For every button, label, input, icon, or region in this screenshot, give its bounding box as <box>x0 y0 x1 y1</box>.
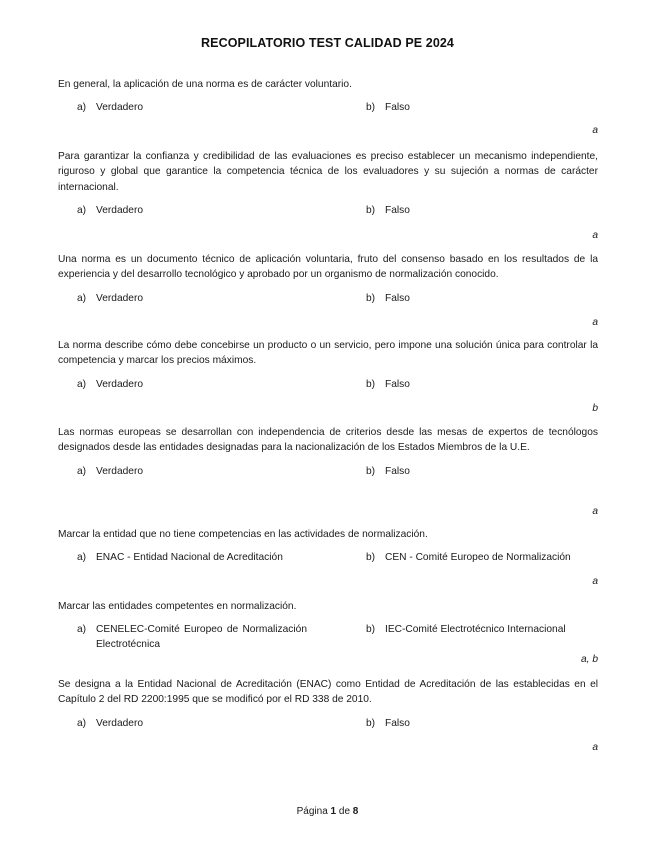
options <box>58 203 598 218</box>
option-letter: b) <box>366 465 376 477</box>
question-text: En general, la aplicación de una norma es de carácter voluntario. <box>58 79 352 90</box>
option-a <box>77 716 307 731</box>
option-b <box>366 464 598 479</box>
option-letter: a) <box>77 717 87 729</box>
option-text: CEN - Comité Europeo de Normalización <box>385 552 571 564</box>
question-1 <box>58 77 598 136</box>
option-a <box>77 377 307 392</box>
option-b <box>366 622 598 637</box>
option-letter: b) <box>366 205 376 217</box>
question-7 <box>58 599 598 665</box>
question-text: Para garantizar la confianza y credibilidad de las evaluaciones es preciso establecer un mecanismo independiente, riguroso y global que garantice la competencia técnica de los evaluadores y su sujeción a normas de carácter internacional. <box>58 151 598 193</box>
option-letter: b) <box>366 717 376 729</box>
question-3 <box>58 252 598 328</box>
question-text: La norma describe cómo debe concebirse un producto o un servicio, pero impone una solución única para controlar la competencia y marcar los precios máximos. <box>58 340 598 367</box>
option-letter: a) <box>77 378 87 390</box>
option-text: Falso <box>385 378 410 390</box>
option-text: Verdadero <box>96 292 144 304</box>
options <box>58 550 598 565</box>
options <box>58 464 598 479</box>
page-label: Página <box>296 806 328 817</box>
option-text: Verdadero <box>96 717 144 729</box>
answer-key: b <box>592 403 598 414</box>
option-letter: b) <box>366 102 376 114</box>
option-letter: a) <box>77 465 87 477</box>
document-title: RECOPILATORIO TEST CALIDAD PE 2024 <box>201 36 454 50</box>
question-text: Una norma es un documento técnico de aplicación voluntaria, fruto del consenso basado en los resultados de la experiencia y del desarrollo tecnológico y aprobado por un organismo de normalización conocido. <box>58 254 598 281</box>
answer-key: a <box>592 317 598 328</box>
question-6 <box>58 527 598 587</box>
option-b <box>366 550 598 565</box>
option-text: CENELEC-Comité Europeo de Normalización Electrotécnica <box>96 624 307 651</box>
question-text: Las normas europeas se desarrollan con independencia de criterios desde las mesas de expertos de tecnólogos designados desde las entidades designadas para la nacionalización de los Estados Miembros de la U.E. <box>58 427 598 454</box>
question-4 <box>58 338 598 414</box>
option-text: Falso <box>385 292 410 304</box>
answer-key: a <box>592 506 598 517</box>
option-a <box>77 100 307 115</box>
page-footer <box>0 806 655 817</box>
option-b <box>366 100 598 115</box>
question-5 <box>58 425 598 517</box>
option-text: Falso <box>385 205 410 217</box>
option-b <box>366 716 598 731</box>
option-text: Verdadero <box>96 205 144 217</box>
option-letter: a) <box>77 624 87 636</box>
option-letter: b) <box>366 378 376 390</box>
page-sep: de <box>338 806 351 817</box>
option-text: Falso <box>385 717 410 729</box>
option-letter: a) <box>77 552 87 564</box>
question-text: Marcar las entidades competentes en normalización. <box>58 601 297 612</box>
option-letter: b) <box>366 624 376 636</box>
option-a <box>77 550 307 565</box>
option-b <box>366 203 598 218</box>
option-b <box>366 377 598 392</box>
page-current: 1 <box>330 806 337 817</box>
option-letter: a) <box>77 102 87 114</box>
option-text: Falso <box>385 102 410 114</box>
option-letter: a) <box>77 205 87 217</box>
question-8 <box>58 677 598 753</box>
option-b <box>366 291 598 306</box>
option-text: ENAC - Entidad Nacional de Acreditación <box>96 552 283 564</box>
question-2 <box>58 149 598 241</box>
option-letter: b) <box>366 292 376 304</box>
option-letter: b) <box>366 552 376 564</box>
option-letter: a) <box>77 292 87 304</box>
option-a <box>77 291 307 306</box>
question-text: Marcar la entidad que no tiene competencias en las actividades de normalización. <box>58 529 428 540</box>
options <box>58 100 598 115</box>
answer-key: a <box>592 230 598 241</box>
answer-key: a <box>592 576 598 587</box>
option-text: Verdadero <box>96 465 144 477</box>
options <box>58 622 598 652</box>
answer-key: a <box>592 125 598 136</box>
option-text: Verdadero <box>96 102 144 114</box>
answer-key: a, b <box>581 654 598 665</box>
option-text: Verdadero <box>96 378 144 390</box>
options <box>58 716 598 731</box>
option-a <box>77 203 307 218</box>
option-a <box>77 622 307 652</box>
option-text: Falso <box>385 465 410 477</box>
question-text: Se designa a la Entidad Nacional de Acreditación (ENAC) como Entidad de Acreditación de las establecidas en el Capítulo 2 del RD 2200:1995 que se modificó por el RD 338 de 2010. <box>58 679 598 706</box>
option-text: IEC-Comité Electrotécnico Internacional <box>385 624 566 636</box>
answer-key: a <box>592 742 598 753</box>
options <box>58 377 598 392</box>
page-total: 8 <box>352 806 359 817</box>
options <box>58 291 598 306</box>
option-a <box>77 464 307 479</box>
